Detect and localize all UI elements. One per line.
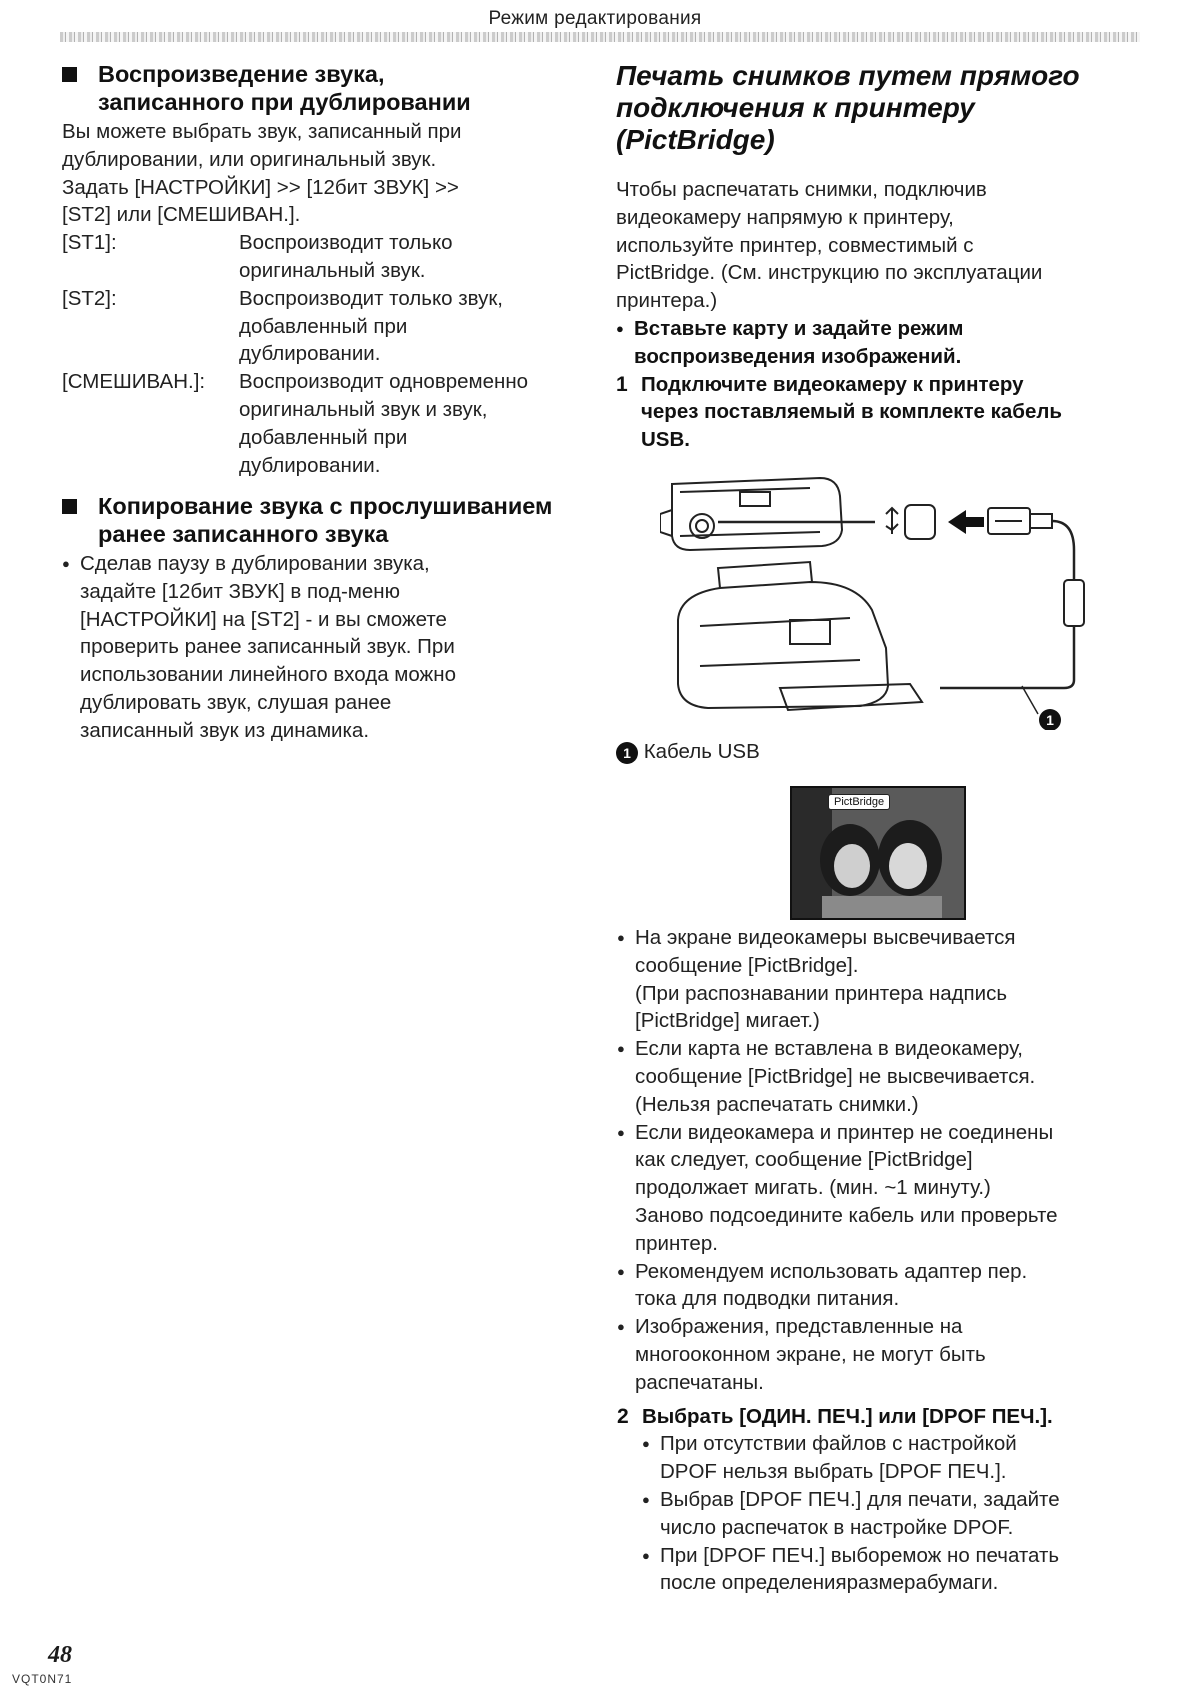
section-pictbridge (616, 60, 1146, 454)
section-title: Воспроизведение звука, записанного при дублировании (98, 61, 471, 115)
usb-connection-illustration (660, 470, 1100, 730)
note-item: ● Если видеокамера и принтер не соединены как следует, сообщение [PictBridge] продолжает мигать. (мин. ~1 минуту.) Заново подсоедините кабель или проверьте принтер. (617, 1119, 1147, 1258)
lcd-screen-photo (790, 786, 966, 920)
note-item: ● Если карта не вставлена в видеокамеру, сообщение [PictBridge] не высвечивается. (Нельзя распечатать снимки.) (617, 1035, 1147, 1118)
running-header: Режим редактирования (488, 8, 702, 29)
bullet-item: ● Сделав паузу в дублировании звука, задайте [12бит ЗВУК] в под-меню [НАСТРОЙКИ] на [ST2] - и вы сможете проверить ранее записанный звук. При использовании линейного входа можно дублировать звук, слушая ранее записанный звук из динамика. (62, 550, 602, 745)
note-item: ● Изображения, представленные на многооконном экране, не могут быть распечатаны. (617, 1313, 1147, 1396)
notes-list (617, 924, 1147, 1597)
section-body: Вы можете выбрать звук, записанный при дублировании, или оригинальный звук. Задать [НАСТРОЙКИ] >> [12бит ЗВУК] >> [ST2] или [СМЕШИВАН.]. (62, 120, 462, 227)
intro-paragraph: Чтобы распечатать снимки, подключив видеокамеру напрямую к принтеру, используйте принтер, совместимый с PictBridge. (См. инструкцию по эксплуатации принтера.) (616, 178, 1043, 313)
note-item: ● При [DPOF ПЕЧ.] выборемож но печатать после определенияразмерабумаги. (642, 1542, 1147, 1598)
camcorder-icon (660, 478, 842, 550)
header-rule (60, 32, 1140, 42)
printer-icon (678, 562, 922, 710)
step-2: 2 Выбрать [ОДИН. ПЕЧ.] или [DPOF ПЕЧ.]. (617, 1404, 1053, 1428)
section-marker (62, 499, 77, 514)
callout-1-badge: 1 (616, 742, 638, 764)
note-item: ● Выбрав [DPOF ПЕЧ.] для печати, задайте число распечаток в настройке DPOF. (642, 1486, 1147, 1542)
prep-bullet: ● Вставьте карту и задайте режим воспроизведения изображений. (616, 315, 1146, 371)
step-1: 1 Подключите видеокамеру к принтеру через поставляемый в комплекте кабель USB. (616, 372, 1062, 452)
note-item: ● Рекомендуем использовать адаптер пер. тока для подводки питания. (617, 1258, 1147, 1314)
figure-caption: 1 Кабель USB (616, 738, 760, 766)
page-title: Печать снимков путем прямого подключения к принтеру (PictBridge) (616, 60, 1080, 155)
document-code: VQT0N71 (12, 1672, 73, 1686)
option-st2: [ST2]: Воспроизводит только звук, добавленный при дублировании. (62, 286, 503, 366)
option-st1: [ST1]: Воспроизводит только оригинальный звук. (62, 231, 453, 282)
option-mix: [СМЕШИВАН.]: Воспроизводит одновременно оригинальный звук и звук, добавленный при дублировании. (62, 370, 529, 477)
pictbridge-badge: PictBridge (828, 794, 890, 810)
callout-number: 1 (1046, 712, 1054, 728)
section-title: Копирование звука с прослушиванием ранее записанного звука (98, 493, 553, 547)
section-dub-playback (62, 60, 582, 479)
step-2-notes (617, 1430, 1147, 1597)
arrow-left-icon (948, 510, 984, 534)
note-item: ● При отсутствии файлов с настройкой DPOF нельзя выбрать [DPOF ПЕЧ.]. (642, 1430, 1147, 1486)
option-list (62, 229, 582, 479)
section-marker (62, 67, 77, 82)
section-copy-audio (62, 492, 602, 745)
page-number: 48 (48, 1642, 72, 1668)
note-item: ● На экране видеокамеры высвечивается сообщение [PictBridge]. (При распознавании принтера надпись [PictBridge] мигает.) (617, 924, 1147, 1035)
